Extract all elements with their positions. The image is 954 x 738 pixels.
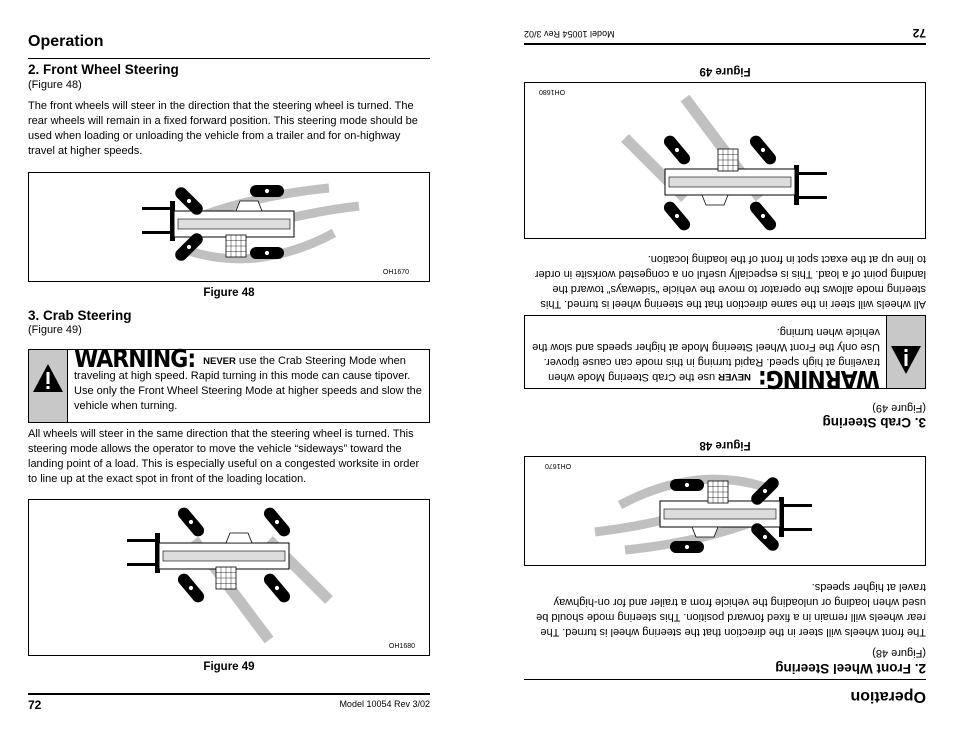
crab-fig-ref-rotated: (Figure 49) [872, 402, 926, 414]
figure-48-caption-rotated: Figure 48 [699, 439, 751, 451]
figure-49-caption-rotated: Figure 49 [699, 65, 751, 77]
warning-side-panel [29, 350, 68, 422]
front-wheel-fig-ref-rotated: (Figure 48) [872, 647, 926, 659]
warning-box [28, 345, 430, 423]
crab-steering-diagram-rotated [525, 83, 925, 238]
page-number-rotated: 72 [912, 26, 926, 40]
page-number: 72 [28, 698, 42, 712]
model-revision-rotated: Model 10054 Rev 3/02 [524, 29, 615, 39]
warning-body: use the Crab Steering Mode when traveling at high speed. Rapid turning in this mode can cause tipover. Use only the Front Wheel Steering Mode at higher speeds and slow the vehicle when turning. [74, 355, 422, 412]
front-wheel-steering-diagram [29, 173, 429, 281]
right-page-content [524, 0, 926, 738]
figure-49-caption: Figure 49 [203, 661, 255, 673]
warning-never-rotated: NEVER [718, 371, 751, 382]
model-revision: Model 10054 Rev 3/02 [339, 699, 430, 709]
figure-48-id: OH1670 [382, 269, 409, 276]
figure-48-box [28, 172, 430, 282]
right-page-rotated [477, 0, 954, 738]
cab [708, 481, 728, 503]
warning-text-rotated [528, 324, 880, 393]
front-wheel-paragraph: The front wheels will steer in the direction that the steering wheel is turned. The rear wheels will remain in a fixed forward position. This steering mode should be used when loading or unloading the vehicle from a trailer and for on-highway travel at higher speeds. [28, 100, 418, 157]
header-rule [28, 58, 430, 59]
left-page-content [28, 0, 430, 738]
crab-fig-ref: (Figure 49) [28, 324, 82, 336]
cab [226, 235, 246, 257]
front-wheel-fig-ref: (Figure 48) [28, 79, 82, 91]
warning-never: NEVER [203, 356, 236, 367]
figure-48-id-rotated: OH1670 [545, 462, 572, 469]
warning-text [74, 345, 426, 414]
warning-side-panel-rotated [886, 316, 925, 388]
warning-triangle-icon [29, 350, 67, 422]
cab [718, 149, 738, 171]
figure-49-id: OH1680 [388, 643, 415, 650]
crab-paragraph: All wheels will steer in the same direction that the steering wheel is turned. This steering mode allows the operator to move the vehicle “sideways” toward the landing point of a load. This is especially useful on a congested worksite in order to line up at the exact spot in front of the loading location. [28, 428, 420, 485]
warning-body-rotated: use the Crab Steering Mode when traveling at high speed. Rapid turning in this mode can cause tipover. Use only the Front Wheel Steering Mode at higher speeds and slow the vehicle when turning. [532, 326, 880, 383]
warning-triangle-icon [887, 316, 925, 388]
front-wheel-heading-rotated: 2. Front Wheel Steering [775, 661, 926, 676]
front-wheel-heading: 2. Front Wheel Steering [28, 62, 179, 77]
footer-rule [28, 693, 430, 695]
footer-rule-rotated [524, 43, 926, 45]
warning-word: WARNING: [74, 345, 196, 374]
crab-heading-rotated: 3. Crab Steering [822, 415, 926, 430]
figure-48-caption: Figure 48 [203, 287, 255, 299]
crab-heading: 3. Crab Steering [28, 308, 132, 323]
warning-box-rotated [524, 315, 926, 393]
front-wheel-paragraph-rotated: The front wheels will steer in the direction that the steering wheel is turned. The rear wheels will remain in a fixed forward position. This steering mode should be used when loading or unloading the vehicle from a trailer and for on-highway travel at higher speeds. [536, 581, 926, 638]
cab [216, 567, 236, 589]
figure-49-box-rotated [524, 82, 926, 239]
crab-paragraph-rotated: All wheels will steer in the same direction that the steering wheel is turned. This steering mode allows the operator to move the vehicle “sideways” toward the landing point of a load. This is especially useful on a congested worksite in order to line up at the exact spot in front of the loading location. [534, 253, 926, 310]
header-rule-rotated [524, 679, 926, 680]
front-wheel-steering-diagram-rotated [525, 457, 925, 565]
figure-48-box-rotated [524, 456, 926, 566]
figure-49-id-rotated: OH1680 [539, 88, 566, 95]
figure-49-box [28, 499, 430, 656]
warning-word-rotated: WARNING: [758, 364, 880, 393]
crab-steering-diagram [29, 500, 429, 655]
section-title-rotated: Operation [850, 688, 926, 705]
section-title: Operation [28, 33, 104, 50]
